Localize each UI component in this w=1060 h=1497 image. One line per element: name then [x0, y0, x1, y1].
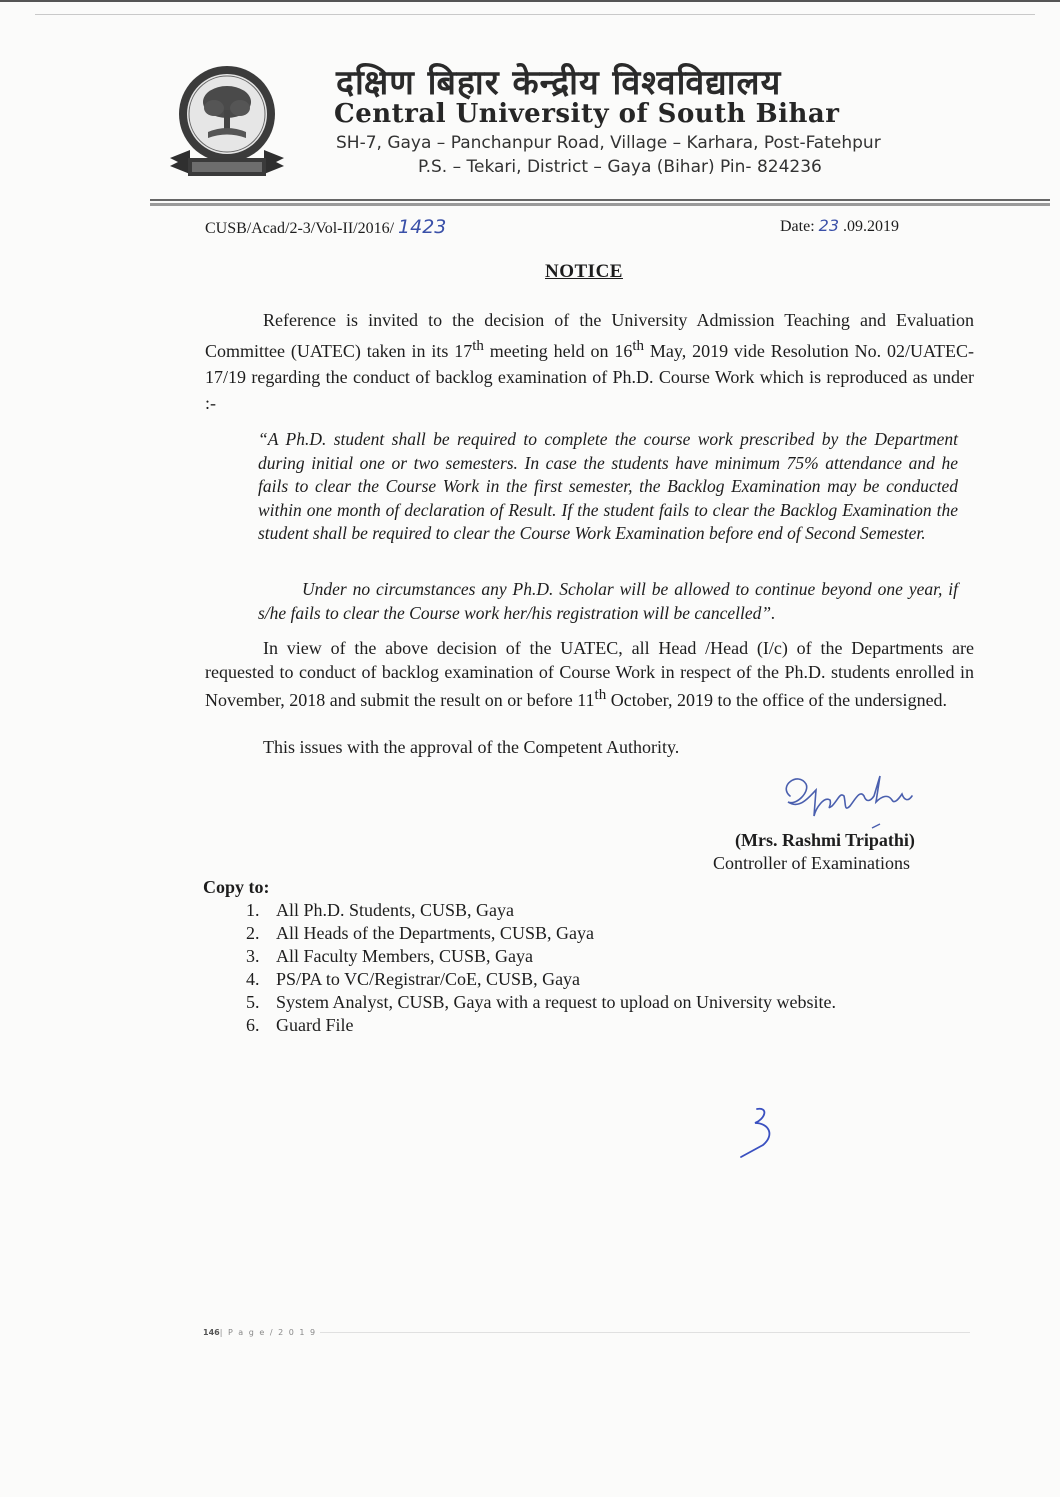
copy-to-label: Copy to:	[203, 877, 270, 897]
address-line-2: P.S. – Tekari, District – Gaya (Bihar) Pin- 824236	[418, 157, 822, 177]
university-name-english: Central University of South Bihar	[334, 99, 840, 129]
footer-page-text: | P a g e / 2 0 1 9	[219, 1328, 317, 1337]
scan-line	[35, 14, 1035, 15]
para1-text-c: May, 2019 vide Resolution No. 02/UATEC-17/19 regarding the conduct of backlog examination of Ph.D. Course Work which is reproduced as under :-	[205, 341, 974, 413]
list-number: 2.	[246, 923, 260, 943]
para2-sup: th	[594, 687, 607, 703]
list-text: All Ph.D. Students, CUSB, Gaya	[276, 900, 515, 920]
list-number: 6.	[246, 1015, 260, 1035]
reference-number	[205, 216, 446, 238]
notice-heading: NOTICE	[545, 261, 623, 282]
para1-sup2: th	[632, 338, 645, 354]
list-text: PS/PA to VC/Registrar/CoE, CUSB, Gaya	[276, 969, 581, 989]
list-number: 3.	[246, 946, 260, 966]
header-divider-thick	[150, 203, 1050, 206]
list-item	[246, 899, 836, 922]
university-name-hindi: दक्षिण बिहार केन्द्रीय विश्वविद्यालय	[336, 63, 782, 103]
list-number: 4.	[246, 969, 260, 989]
list-item	[246, 968, 836, 991]
list-text: System Analyst, CUSB, Gaya with a request to upload on University website.	[276, 992, 836, 1012]
list-item	[246, 945, 836, 968]
list-text: All Faculty Members, CUSB, Gaya	[276, 946, 533, 966]
paragraph-reference	[205, 307, 974, 416]
footer-page-number: 146	[203, 1328, 220, 1337]
approval-line: This issues with the approval of the Competent Authority.	[263, 737, 680, 757]
para1-text-a: Reference is invited to the decision of the University Admission Teaching and Evaluation Committee (UATEC) taken in its 17	[205, 310, 974, 361]
pen-mark-icon	[735, 1105, 785, 1163]
list-text: All Heads of the Departments, CUSB, Gaya	[276, 923, 594, 943]
para2-text-b: October, 2019 to the office of the undersigned.	[606, 690, 948, 710]
quote2-text: Under no circumstances any Ph.D. Scholar will be allowed to continue beyond one year, if s/he fails to clear the Course work her/his registration will be cancelled”.	[258, 579, 958, 623]
date-suffix: .09.2019	[843, 218, 900, 235]
signatory-name: (Mrs. Rashmi Tripathi)	[735, 830, 915, 850]
reference-handwritten-number: 1423	[398, 216, 447, 238]
copy-to-list	[246, 899, 836, 1037]
address-line-1: SH-7, Gaya – Panchanpur Road, Village – Karhara, Post-Fatehpur	[336, 133, 881, 153]
scan-edge	[0, 0, 1060, 2]
reference-prefix: CUSB/Acad/2-3/Vol-II/2016/	[205, 220, 395, 237]
list-number: 5.	[246, 992, 260, 1012]
handwritten-signature	[770, 766, 940, 836]
para2-text-a: In view of the above decision of the UATEC, all Head /Head (I/c) of the Departments are requested to conduct of backlog examination of Course Work in respect of the Ph.D. students enrolled in November, 2018 and submit the result on or before 11	[205, 638, 974, 710]
para1-sup1: th	[472, 338, 484, 354]
list-item	[246, 991, 836, 1014]
footer-rule	[320, 1332, 970, 1333]
list-text: Guard File	[276, 1015, 354, 1035]
date-handwritten-day: 23	[818, 216, 840, 235]
para1-text-b: meeting held on 16	[483, 341, 633, 361]
university-emblem	[168, 62, 286, 194]
page-footer	[203, 1328, 317, 1337]
header-divider	[150, 199, 1050, 201]
list-item	[246, 922, 836, 945]
list-number: 1.	[246, 900, 260, 920]
quoted-resolution-continued	[258, 578, 958, 625]
list-item	[246, 1014, 836, 1037]
quoted-resolution: “A Ph.D. student shall be required to complete the course work prescribed by the Department during initial one or two semesters. In case the students have minimum 75% attendance and he fails to clear the Course Work in the first semester, the Backlog Examination may be conducted within one month of declaration of Result. If the student fails to clear the Backlog Examination the student shall be required to clear the Course Work Examination before end of Second Semester.	[258, 429, 958, 543]
paragraph-request	[205, 637, 974, 713]
date-label: Date:	[780, 218, 815, 235]
signatory-designation: Controller of Examinations	[713, 853, 910, 873]
notice-date	[780, 216, 899, 236]
